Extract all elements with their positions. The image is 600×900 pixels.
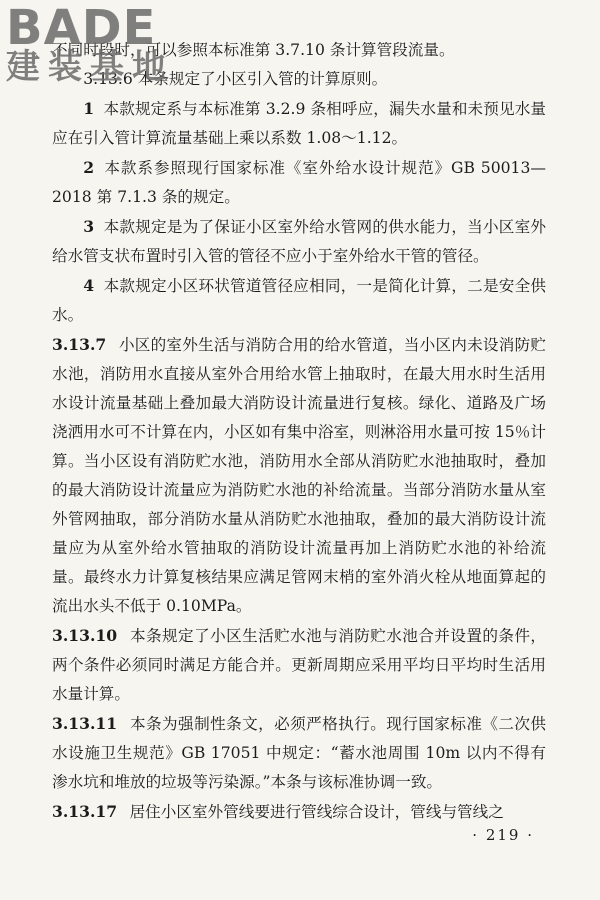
list-item-number: 4 <box>83 276 95 295</box>
watermark-latin-text: BADE <box>6 0 157 56</box>
paragraph-text: 3.13.6 本条规定了小区引入管的计算原则。 <box>83 70 388 88</box>
watermark-logo <box>6 0 174 87</box>
section-3-13-7 <box>52 330 546 621</box>
section-3-13-17 <box>52 797 546 827</box>
section-number: 3.13.11 <box>52 714 118 733</box>
list-item-4 <box>52 271 546 330</box>
list-item-1 <box>52 94 546 153</box>
section-3-13-10 <box>52 621 546 709</box>
section-text: 本条规定了小区生活贮水池与消防贮水池合并设置的条件，两个条件必须同时满足方能合并。更新周期应采用平均日平均时生活用水量计算。 <box>52 627 546 703</box>
list-item-3 <box>52 212 546 271</box>
watermark-cjk-text: 建装基地 <box>6 47 174 87</box>
list-item-text: 本款规定是为了保证小区室外给水管网的供水能力，当小区室外给水管支状布置时引入管的管径不应小于室外给水干管的管径。 <box>52 218 546 265</box>
list-item-text: 本款规定小区环状管道管径应相同，一是简化计算，二是安全供水。 <box>52 277 546 324</box>
section-text: 本条为强制性条文，必须严格执行。现行国家标准《二次供水设施卫生规范》GB 17051 中规定：“蓄水池周围 10m 以内不得有渗水坑和堆放的垃圾等污染源。”本条与该标准协调一致。 <box>52 715 546 791</box>
list-item-number: 2 <box>83 158 95 177</box>
section-text: 居住小区室外管线要进行管线综合设计，管线与管线之 <box>129 803 504 821</box>
section-number: 3.13.17 <box>52 802 118 821</box>
list-item-number: 1 <box>83 99 95 118</box>
list-item-number: 3 <box>83 217 95 236</box>
list-item-2 <box>52 153 546 212</box>
paragraph-text: 不同时段时，可以参照本标准第 3.7.10 条计算管段流量。 <box>52 41 455 59</box>
section-3-13-11 <box>52 709 546 797</box>
list-item-text: 本款规定系与本标准第 3.2.9 条相呼应，漏失水量和未预见水量应在引入管计算流量基础上乘以系数 1.08～1.12。 <box>52 100 546 147</box>
section-text: 小区的室外生活与消防合用的给水管道，当小区内未设消防贮水池，消防用水直接从室外合用给水管上抽取时，在最大用水时生活用水设计流量基础上叠加最大消防设计流量进行复核。绿化、道路及广场浇洒用水可不计算在内，小区如有集中浴室，则淋浴用水量可按 15％计算。当小区设有消防贮水池，消防用水全部从消防贮水池抽取时，叠加的最大消防设计流量应为消防贮水池的补给流量。当部分消防水量从室外管网抽取，部分消防水量从消防贮水池抽取，叠加的最大消防设计流量应为从室外给水管抽取的消防设计流量再加上消防贮水池的补给流量。最终水力计算复核结果应满足管网末梢的室外消火栓从地面算起的流出水头不低于 0.10MPa。 <box>52 336 546 615</box>
list-item-text: 本款系参照现行国家标准《室外给水设计规范》GB 50013—2018 第 7.1.3 条的规定。 <box>52 159 546 206</box>
page-body <box>52 36 546 827</box>
section-number: 3.13.7 <box>52 335 107 354</box>
section-number: 3.13.10 <box>52 626 118 645</box>
page-number: · 219 · <box>472 826 534 844</box>
